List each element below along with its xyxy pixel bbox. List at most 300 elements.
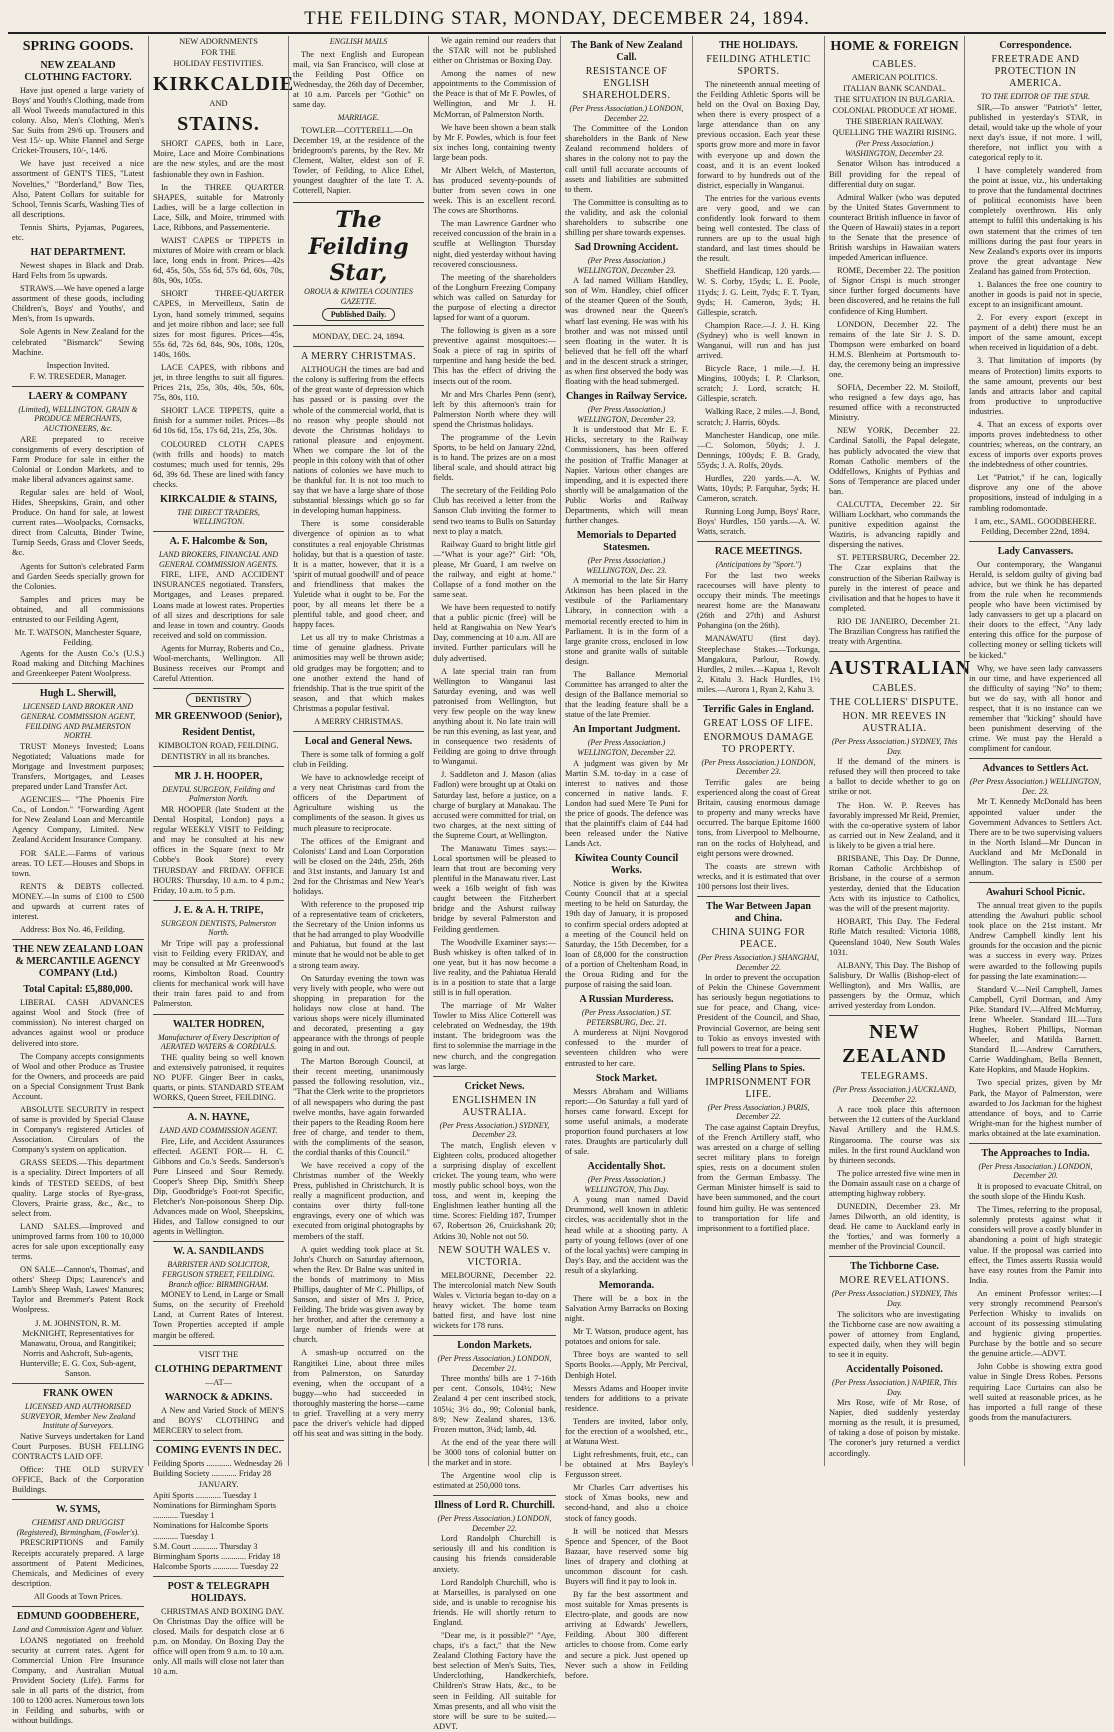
masthead bbox=[8, 6, 1106, 34]
divider bbox=[12, 1383, 144, 1384]
article-text: 4. That an excess of exports over imports proves indebtedness to other countries; whereas, on the contrary, an excess of imports over exports proves the indebtedness of other countries. bbox=[969, 419, 1102, 470]
article-text: The Times, referring to the proposal, solemnly protests against what it considers will prove a costly blunder in abandoning a point of high strategic value. If the proposal was carried into effect, the Times asserts Russia would have easy routes from the Pamir into India. bbox=[969, 1205, 1102, 1285]
total-capital-heading: Total Capital: £5,880,000. bbox=[23, 984, 133, 996]
article-subheading: GREAT LOSS OF LIFE. bbox=[703, 717, 814, 729]
article-text: The next English and European mail, via San Francisco, will close at the Feilding Post Office on Wednesday, the 26th day of December, at 10 a.m. Parcels per "Gothic" on same day. bbox=[293, 49, 424, 109]
article-text: The marriage of Mr Walter Towler to Miss Alice Cotterell was celebrated on Wednesday, the 19th instant. The bridegroom was the first to solemnise the marriage in the new church, and the congregation was large. bbox=[433, 1001, 556, 1071]
resident-dentist-heading: Resident Dentist, bbox=[182, 726, 255, 738]
events-list bbox=[153, 1459, 284, 1572]
divider bbox=[153, 1014, 284, 1015]
dateline: (Per Press Association.) WELLINGTON, December 22. bbox=[577, 738, 676, 757]
issue-date: MONDAY, DEC. 24, 1894. bbox=[312, 332, 405, 342]
ad-text: CHRISTMAS AND BOXING DAY. On Christmas Day the office will be closed. Mails for despatch close at 6 p.m. on Monday. On Boxing Day the office will open from 9 a.m. to 10 a.m. only. All mails will close not later than 10 a.m. bbox=[153, 1606, 284, 1677]
article-subheading: FREETRADE AND PROTECTION IN AMERICA. bbox=[991, 54, 1080, 89]
cable-topic: THE SITUATION IN BULGARIA. bbox=[834, 94, 955, 104]
article-text: The Ballance Memorial Committee has arranged to alter the design of the Ballance memorial so that the leading feature shall be a statue of the late Premier. bbox=[565, 669, 688, 720]
dateline: (Per Press Association.) SYDNEY, This Day. bbox=[831, 1289, 958, 1308]
dateline: (Per Press Association.) WASHINGTON, December 23. bbox=[845, 139, 944, 158]
dateline: (Per Press Association.) WELLINGTON, December 23. bbox=[577, 405, 676, 424]
ad-text: LIBERAL CASH ADVANCES against Wool and Stock (free of commission). No interest charged on advances against wool or produce delivered into store. bbox=[12, 998, 144, 1048]
ad-text: AGENCIES— "The Phoenix Fire Co., of London." "Forwarding Agent for New Zealand Loan and Mercantile Agency Company, Limited. New Zealand Accident Insurance Company. bbox=[12, 795, 144, 845]
telegrams-heading: TELEGRAMS. bbox=[860, 1071, 929, 1083]
dateline: (Per Press Association.) AUCKLAND, December 22. bbox=[832, 1085, 957, 1104]
ad-text: LACE CAPES, with ribbons and jet, in three lengths to suit all figures. Prices 21s, 25s, 30s, 40s, 50s, 60s, 75s, 80s, 110. bbox=[153, 362, 284, 403]
dateline: (Per Press Association.) LONDON, December 23. bbox=[701, 757, 816, 777]
article-text: We have to acknowledge receipt of a very neat Christmas card from the officers of the Department of Agriculture wishing us the compliments of the season. It gives us much pleasure to reciprocate. bbox=[293, 773, 424, 833]
article-text: Senator Wilson has introduced a Bill providing for the repeal of differential duty on sugar. bbox=[829, 159, 960, 189]
dentistry-badge-label: DENTISTRY bbox=[186, 693, 250, 707]
article-text: Let "Patriot," if he can, logically disprove any one of the above propositions, instead of indulging in a rambling rodomontade. bbox=[969, 473, 1102, 513]
hat-department-heading: HAT DEPARTMENT. bbox=[30, 246, 126, 258]
divider bbox=[969, 882, 1102, 883]
article-text: The police arrested five wine men in the Domain assault case on a charge of attempting highway robbery. bbox=[829, 1168, 960, 1198]
event-item: Feilding Sports ............ Wednesday 26 bbox=[153, 1459, 283, 1469]
awahuri-heading: Awahuri School Picnic. bbox=[986, 887, 1085, 899]
article-text: A lad named William Handley, son of Wm. Handley, chief officer of the steamer Queen of the South, was drowned near the Queen's wharf last evening. He was with his brother and was not missed until seen floating in the water. It is believed that he fell off the wharf and in the descent struck a stringer, as when first observed the body was floating with the head submerged. bbox=[565, 276, 688, 387]
new-zealand-heading: NEW ZEALAND bbox=[842, 1021, 947, 1068]
ad-subheading: Land and Commission Agent and Valuer. bbox=[12, 1624, 144, 1634]
laery-heading: LAERY & COMPANY bbox=[28, 390, 128, 402]
ad-text: PRESCRIPTIONS and Family Receipts accurately prepared. A large assortment of Patent Medicines, Chemicals, and Medicines of every description. bbox=[12, 1538, 144, 1588]
divider bbox=[12, 1499, 144, 1500]
article-text: The programme of the Levin Sports, to be held on January 22nd, is to hand. The prizes are on a most liberal scale, and should attract big fields. bbox=[433, 432, 556, 483]
ad-text: AND bbox=[209, 99, 228, 109]
ad-text: COLOURED CLOTH CAPES (with frills and hoods) to match costumes; much used for tennis, 29s 6d, 39s 6d. These are lined with fancy checks. bbox=[153, 439, 284, 489]
article-text: With reference to the proposed trip of a representative team of cricketers, the Secretary of the Union informs us that he had arranged to play Woodville and Pahiatua, but found at the last minute that he would not be able to get a strong team away. bbox=[293, 900, 424, 970]
article-text: 1. Balances the free one country to another in goods is paid not in specie, except to an insignificant amount. bbox=[969, 279, 1102, 310]
memoranda-heading: Memoranda. bbox=[598, 1279, 655, 1291]
syms-heading: W. SYMS, bbox=[55, 1504, 101, 1516]
article-text: There is some talk of forming a golf club in Feilding. bbox=[293, 749, 424, 770]
ad-text: Native Surveys undertaken for Land Court Purposes. BUSH FELLING CONTRACTS LAID OFF. bbox=[12, 1431, 144, 1461]
ad-text: ABSOLUTE SECURITY in respect of same is provided by Special Clause in Company's registered Articles of Association. Circulars of the Company's system on application. bbox=[12, 1104, 144, 1155]
article-subheading: ENGLISHMEN IN AUSTRALIA. bbox=[452, 1094, 537, 1118]
ad-text: Agents for Murray, Roberts and Co., Wool-merchants, Wellington. All Business receives our Prompt and Careful Attention. bbox=[153, 643, 284, 684]
cable-topic: ITALIAN BANK SCANDAL. bbox=[843, 83, 946, 93]
hodren-heading: WALTER HODREN, bbox=[172, 1018, 265, 1030]
article-text: We have been requested to notify that a public picnic (free) will be held at Rangiwahia on New Year's Day, commencing at 10 a.m. All are invited. Further particulars will be duly advertised. bbox=[433, 603, 556, 663]
ad-signature: Mr. T. WATSON, Manchester Square, Feilding. bbox=[14, 628, 142, 648]
ad-text: Agents for Sutton's celebrated Farm and Garden Seeds specially grown for the Colonies. bbox=[12, 561, 144, 591]
kiwitea-heading: Kiwitea County Council Works. bbox=[574, 853, 679, 877]
war-heading: The War Between Japan and China. bbox=[706, 900, 811, 924]
race-meetings-heading: RACE MEETINGS. bbox=[714, 546, 803, 558]
divider bbox=[153, 1107, 284, 1108]
divider bbox=[829, 1015, 960, 1016]
article-text: A memorial to the late Sir Harry Atkinson has been placed in the vestibule of the Parliamentary Library, in connection with a memorial recently erected to him in Parliament. It is in the form of a large granite cross, enclosed in low stone and granite walls of suitable design. bbox=[565, 576, 688, 666]
australian-heading: AUSTRALIAN bbox=[829, 657, 972, 680]
article-text: There will be a box in the Salvation Army Barracks on Boxing night. bbox=[565, 1293, 688, 1324]
cable-topics bbox=[829, 73, 960, 138]
event-item: Nominations for Halcombe Sports ............ Tuesday 1 bbox=[153, 1521, 269, 1541]
ad-text: Address: Box No. 46, Feilding. bbox=[20, 925, 125, 935]
shot-heading: Accidentally Shot. bbox=[587, 1161, 666, 1173]
dateline: (Per Press Association.) WELLINGTON, December 23. bbox=[577, 256, 676, 275]
dateline: (Per Press Association.) SYDNEY, December 23. bbox=[439, 1120, 550, 1140]
dateline: (Per Press Association.) WELLINGTON, Dec. 23. bbox=[969, 777, 1102, 796]
article-text: It is proposed to evacuate Chitral, on the south slope of the Hindu Kush. bbox=[969, 1182, 1102, 1202]
ad-text: Agents for the Austn Co.'s (U.S.) Road making and Ditching Machines and Greenkeeper Patent Woolpress. bbox=[12, 649, 144, 679]
article-text: Standard V.—Neil Campbell, James Campbell, Cyril Dorman, and Amy Pike. Standard IV.—Alfred McMurray, Irene Wheeler. Standard III.—Tura Hughes, Robert Phillips, Norman Wheeler, and Matilda Barnett. Standard II.—Andrew Carruthers, Carrie Waddingham, Bella Bennett, Kate Hopkins, and Maude Hopkins. bbox=[969, 984, 1102, 1075]
ad-text: NEW ADORNMENTS bbox=[179, 37, 258, 46]
divider bbox=[12, 939, 144, 940]
article-text: The match, English eleven v Eighteen colts, produced altogether a surprising display of excellent cricket. The young team, who were mostly public school boys, won the toss, and went in, keeping the Englishmen leather hunting all the time. Scores: Fielding 187, Trumper 67, Robertson 26, Cruickshank 20; Atkins 30, Noble not out 50. bbox=[433, 1140, 556, 1241]
ad-text: The Company accepts consignments of Wool and other Produce as Trustee for the Owners, and proceeds are paid on a Special Consignment Trust Bank Account. bbox=[12, 1051, 144, 1101]
ad-text: HOLIDAY FESTIVITIES. bbox=[173, 59, 264, 69]
dateline: (Per Press Association.) WELLINGTON, Dec. 23. bbox=[586, 556, 667, 575]
cable-topic: THE SIBERIAN RAILWAY. bbox=[845, 117, 944, 127]
masthead-title: THE FEILDING STAR, MONDAY, DECEMBER 24, 1894. bbox=[304, 8, 810, 29]
article-text: John Cobbe is showing extra good value in Single Dress Robes. Persons requiring Lace Curtains can also be well suited at reasonable prices, as he has imported a full range of these goods from the manufacturers. bbox=[969, 1362, 1102, 1422]
stains-heading: STAINS. bbox=[177, 113, 260, 136]
ad-text: VISIT THE bbox=[198, 1349, 239, 1359]
divider bbox=[153, 1241, 284, 1242]
divider bbox=[697, 541, 820, 542]
article-subheading: IMPRISONMENT FOR LIFE. bbox=[705, 1076, 812, 1100]
dateline: (Per Press Association.) LONDON, December 20. bbox=[978, 1161, 1093, 1181]
halcombe-heading: A. F. Halcombe & Son, bbox=[169, 536, 268, 548]
article-text: Admiral Walker (who was deputed by the United States Government to counteract British influence in favor of the Queen of Hawaii) states in a report to the Senate that the presence of British warships in Hawaiian waters impeded American influence. bbox=[829, 192, 960, 263]
article-text: The Manawatu Times says:—Local sportsmen will be pleased to learn that trout are becoming very plentiful in the Manawatu river. Last week a 16lb weight of fish was caught between the Fitzherbert bridge and the Ashurst railway bridge by several Palmerston and Feilding gentlemen. bbox=[433, 843, 556, 934]
clothing-dept-heading: CLOTHING DEPARTMENT bbox=[154, 1363, 283, 1375]
judgment-heading: An Important Judgment. bbox=[572, 724, 681, 736]
ad-text: TRUST Moneys Invested; Loans Negotiated; Valuations made for Mortgage and Investment purposes; Transfers, Mortgages, and Leases prepared under Land Transfer Act. bbox=[12, 741, 144, 792]
local-news-heading: Local and General News. bbox=[304, 735, 413, 747]
london-markets-heading: London Markets. bbox=[457, 1340, 532, 1352]
divider bbox=[969, 541, 1102, 542]
article-text: SOFIA, December 22. M. Stoiloff, who resigned a few days ago, has resumed office with a reconstructed Ministry. bbox=[829, 383, 960, 423]
ad-subheading: Manufacturer of Every Description of AERATED WATERS & CORDIALS. bbox=[157, 1032, 279, 1052]
article-text: Terrific gales are being experienced along the coast of Great Britain, causing enormous damage to property and many wrecks have occurred. The barque Epitome 1600 tons, from Liverpool to Melbourne, ran on the rocks of Holyhead, and eight persons were drowned. bbox=[697, 778, 820, 858]
article-subheading: ENORMOUS DAMAGE TO PROPERTY. bbox=[703, 731, 814, 755]
poisoned-heading: Accidentally Poisoned. bbox=[846, 1363, 943, 1375]
article-text: Bicycle Race, 1 mile.—J. H. Mingins, 100yds; I. P. Clarkson, scratch; J. Lord, scratch; H. Gillespie, scratch. bbox=[697, 364, 820, 404]
ad-signature: J. M. JOHNSTON, R. M. McKNIGHT, Representatives for Manawatu, Oroua, and Rangitikei; Norris and Ashcroft, Sub-agents, Hunterville; E. G. Cox, Sub-agent, Sanson. bbox=[19, 1318, 137, 1378]
article-text: J. Saddleton and J. Mason (alias Fadlon) were brought up at Otaki on Saturday last, before a justice, on a charge of burglary at Manakau. The accused were committed for trial, on two charges, at the next sitting of the Supreme Court, at Wellington. bbox=[433, 770, 556, 840]
article-text: We have received a copy of the Christmas number of the Weekly Press, published in Christchurch. It is really a magnificent production, and contains over thirty full-tone engravings, every one of which was executed from original photographs by members of the staff. bbox=[293, 1161, 424, 1241]
ad-text: Office: THE OLD SURVEY OFFICE, Back of the Corporation Buildings. bbox=[12, 1465, 144, 1495]
column-5-news bbox=[560, 36, 692, 1680]
article-text: The entries for the various events are very good, and we can confidently look forward to them being well contested. The class of runners are up to the usual high standard, and last times should be the result. bbox=[697, 193, 820, 264]
article-text: ALTHOUGH the times are bad and the colony is suffering from the effects of the great waste of depression which has passed or is passing over the whole of the commercial world, that is no reason why people should not devote the Christmas holidays to rational pleasure and enjoyment. When we compare the lot of the people in this colony with that of other nations of colonies we have much to be thankful for. It is not too much to say that we have a large share of those substantial blessings which go so far in developing human happiness. bbox=[293, 365, 424, 516]
article-text: A quiet wedding took place at St. John's Church on Saturday afternoon, when the Rev. Dr Balne was united in the bonds of matrimony to Miss Phillips, daughter of Mr C. Phillips, of Sanson, and sister of Mrs J. Price, Feilding. The bride was given away by her brother, and after the ceremony a large number of friends were at church. bbox=[293, 1244, 424, 1345]
divider bbox=[153, 766, 284, 767]
memorials-heading: Memorials to Departed Statesmen. bbox=[576, 530, 677, 554]
dateline: (Per Press Association.) LONDON, December 22. bbox=[569, 104, 684, 123]
article-text: Messrs Abraham and Williams report:—On Saturday a full yard of horses came forward. Except for some useful animals, a moderate proportion found purchasers at low rates. Draughts are particularly dull of sale. bbox=[565, 1086, 688, 1157]
editorial-heading: A MERRY CHRISTMAS. bbox=[300, 351, 417, 363]
article-text: The Hon. W. P. Reeves has favorably impressed Mr Reid, Premier, with the co-operative system of labor as carried out in New Zealand, and it is likely to be given a trial here. bbox=[829, 800, 960, 850]
divider bbox=[969, 758, 1102, 759]
article-text: 2. For every export (except in payment of a debt) there must be an import of the same amount, except when received in liquidation of a debt. bbox=[969, 313, 1102, 353]
article-text: ST. PETERSBURG, December 22. The Czar explains that the construction of the Siberian Railway is purely in the interest of peace and civilisation and that he hopes to have it completed. bbox=[829, 553, 960, 613]
article-text: Mr Charles Carr advertises his stock of Xmas books, new and second-hand, and also a choice stock of fancy goods. bbox=[565, 1483, 688, 1523]
article-text: Lord Randolph Churchill, who is at Marseilles, is paralysed on one side, and is unable to recognise his friends. He will shortly return to England. bbox=[433, 1577, 556, 1627]
divider bbox=[829, 651, 960, 652]
article-text: A smash-up occurred on the Rangitikei Line, about three miles from Palmerston, on Saturday evening, when the occupant of a buggy—who had succeeded in thoroughly mastering the horse—came to grief. Travelling at a very merry pace the driver's vehicle had dipped off his seat and was sitting in the body. bbox=[293, 1348, 424, 1439]
divider bbox=[12, 1606, 144, 1607]
columns bbox=[8, 36, 1106, 1731]
marriage-heading: MARRIAGE. bbox=[337, 113, 380, 123]
article-text: Mrs Rose, wife of Mr Rose, of Napier, died suddenly yesterday morning as the result, it is presumed, of taking a dose of poison by mistake. The coroner's jury returned a verdict accordingly. bbox=[829, 1398, 960, 1458]
article-text: Three boys are wanted to sell Sports Books.—Apply, Mr Percival, Denbigh Hotel. bbox=[565, 1350, 688, 1380]
holidays-heading: THE HOLIDAYS. bbox=[719, 40, 798, 51]
article-text: Notice is given by the Kiwitea County Council that at a special meeting to be held on Saturday, the 19th day of January, it is proposed to confirm special orders adopted at a meeting of the Council held on Saturday, the 15th December, for a loan of £8,000 for the construction of a portion of Cheltenham Road, in the Oroua Riding and for the purpose of raising the said loan. bbox=[565, 879, 688, 990]
article-subheading: THE COLLIERS' DISPUTE. bbox=[830, 697, 959, 709]
article-text: Champion Race.—J. J. H. King (Sydney) who is well known in Wanganui, will run and has just arrived. bbox=[697, 320, 820, 361]
dateline: (Per Press Association.) LONDON, December 21. bbox=[437, 1354, 552, 1373]
article-text: Mr Albert Welch, of Masterton, has produced seventy-pounds of butter from seven cows in one week. This is an excellent record. The cows are Shorthorns. bbox=[433, 165, 556, 216]
divider bbox=[153, 1576, 284, 1577]
ad-text: MONEY to Lend, in Large or Small Sums, on the security of Freehold Land, at Current Rates of Interest. Town Properties accepted if ample margin be offered. bbox=[153, 1290, 284, 1340]
article-text: CALCUTTA, December 22. Sir William Lockhart, who commands the punitive expedition against the Waziris, is advancing rapidly and dispersing the natives. bbox=[829, 499, 960, 550]
article-text: Running Long Jump, Boys' Race, Boys' Hurdles, 150 yards.—A. W. Watts, scratch. bbox=[697, 507, 820, 537]
article-text: At the end of the year there will be 3000 tons of colonial butter on the market and in store. bbox=[433, 1437, 556, 1467]
article-text: I have completely wandered from the point at issue, viz., his undertaking to prove that the fundamental doctrines of political economists have been completely overthrown. His only attempt to fulfil this undertaking is his own statement that the crimes of ten millions during the past four years in New Zealand's exports over its imports prove the great advantage New Zealand has gained from Protection. bbox=[969, 166, 1102, 276]
nz-loan-heading: THE NEW ZEALAND LOAN & MERCANTILE AGENCY COMPANY (Ltd.) bbox=[12, 944, 144, 980]
ad-subheading: LICENSED AND AUTHORISED SURVEYOR, Member New Zealand Institute of Surveyors. bbox=[20, 1402, 136, 1431]
ad-text: ON SALE—Cannon's, Thomas', and others' Sheep Dips; Laurence's and Lamb's Sheep Wash, Lawes' Manures; Taylor and Bremmer's Patent Rock Woolpress. bbox=[12, 1265, 144, 1315]
article-text: A late special train ran from Wellington to Wanganui last Saturday evening, and was well patronised from Wellington, but very few people on the way knew anything about it. No late train will be run this evening, as last year, and in consequence two residents of Feilding are going to drive through to Wanganui. bbox=[433, 666, 556, 767]
column-7-cables bbox=[824, 36, 972, 1466]
article-subheading: (Anticipations by "Sport.") bbox=[715, 560, 802, 570]
kirkcaldie-footer-heading: KIRKCALDIE & STAINS, bbox=[160, 493, 277, 505]
ad-text: Fire, Life, and Accident Assurances effected. AGENT FOR— H. C. Gibbons and Co.'s Seeds. Sanderson's Pure Linseed and Sour Remedy. Cooper's Sheep Dip, Smith's Sheep Dip, Goodbridge's Foot-rot Specific, Fletcher's Non-poisonous Sheep Dip. Advances made on Wool, Sheepskins, Hides, and Tallow consigned to our agents in Wellington. bbox=[153, 1136, 284, 1237]
column-3-editorial bbox=[288, 36, 428, 1466]
english-mails-heading: ENGLISH MAILS bbox=[329, 37, 388, 46]
post-telegraph-heading: POST & TELEGRAPH HOLIDAYS. bbox=[167, 1580, 270, 1604]
article-text: LONDON, December 22. The remains of the late Sir J. S. D. Thompson were embarked on board H.M.S. Blenheim at Portsmouth to-day, the ceremony being an impressive one. bbox=[829, 319, 960, 380]
ad-signature: F. W. TRESEDER, Manager. bbox=[29, 371, 127, 381]
article-subheading: HON. MR REEVES IN AUSTRALIA. bbox=[842, 711, 947, 735]
dateline: (Per Press Association.) SYDNEY, This Day. bbox=[831, 737, 958, 756]
ad-text: SHORT LACE TIPPETS, quite a finish for a summer toilet. Prices—8s 6d 10s 6d, 15s, 17s 6d, 21s, 25s, 30s. bbox=[153, 406, 284, 436]
article-text: Why, we have seen lady canvassers in our time, and have experienced all the difficulty of saying "No" to them; but we do say, with all honor and respect, that it is no instance can we remember that "kicking" should have been punishment deserving of the crime. We must pay the Herald a compliment for candour. bbox=[969, 663, 1102, 754]
ad-text: Regular sales are held of Wool, Hides, Sheepskins, Grain, and other Produce. On hand for sale, at lowest current rates—Woolpacks, Cornsacks, direct from Calcutta, Binder Twine, Turnip Seeds, Grass and Clover Seeds, &c. bbox=[12, 488, 144, 558]
event-item: S.M. Court ............ Thursday 3 bbox=[153, 1541, 258, 1551]
ad-text: DENTISTRY in all its branches. bbox=[161, 751, 270, 761]
divider bbox=[697, 1058, 820, 1059]
ad-subheading: (Limited), WELLINGTON. GRAIN & PRODUCE MERCHANTS, AUCTIONEERS, &c. bbox=[18, 404, 138, 434]
divider bbox=[153, 1440, 284, 1441]
article-text: The Argentine wool clip is estimated at 250,000 tons. bbox=[433, 1470, 556, 1491]
article-text: The Committee of the London shareholders in the Bank of New Zealand recommend holders of shares in the colony not to pay the call until full accurate accounts of assets and liabilities are submitted to them. bbox=[565, 124, 688, 194]
gales-heading: Terrific Gales in England. bbox=[703, 703, 814, 715]
article-subheading: NEW SOUTH WALES v. VICTORIA. bbox=[438, 1244, 551, 1268]
article-text: Two special prizes, given by Mr Park, the Mayor of Palmerston, were awarded to Jos Jackman for the highest attendance of boys, and to Carrie Wright-man for the highest number of marks obtained at the late examination. bbox=[969, 1078, 1102, 1138]
divider bbox=[12, 683, 144, 684]
spring-goods-heading: SPRING GOODS. bbox=[22, 39, 134, 54]
divider bbox=[293, 731, 424, 732]
event-item: Nominations for Birmingham Sports ............ Tuesday 1 bbox=[153, 1501, 277, 1521]
paper-nameplate bbox=[293, 202, 424, 326]
article-text: The following is given as a sore preventive against mosquitoes:—Soak a piece of rag in spirits of turpentine and hang beside the bed. This has the effect of driving the insects out of the room. bbox=[433, 326, 556, 386]
sherwill-heading: Hugh L. Sherwill, bbox=[39, 688, 117, 700]
article-text: Among the names of new appointments to the Commission of the Peace is that of Mr F. Powles, of Wellington, and Mr J. H. McMorran, of Palmerston North. bbox=[433, 69, 556, 119]
ad-subheading: BARRISTER AND SOLICITOR, FERGUSON STREET, FEILDING. Branch office: BIRMINGHAM. bbox=[162, 1260, 275, 1289]
churchill-heading: Illness of Lord R. Churchill. bbox=[434, 1500, 555, 1512]
article-text: The Committee is consulting as to the validity, and ask the colonial shareholders to subscribe one shilling per share towards expenses. bbox=[565, 197, 688, 237]
article-text: HOBART, This Day. The Federal Rifle Match resulted: Victoria 1088, Queensland 1040, New South Wales 1031. bbox=[829, 917, 960, 957]
warnock-heading: WARNOCK & ADKINS. bbox=[164, 1391, 273, 1403]
advances-heading: Advances to Settlers Act. bbox=[982, 763, 1089, 775]
cable-topic: AMERICAN POLITICS. bbox=[851, 72, 938, 82]
ad-text: THE quality being so well known and extensively patronised, it requires NO PUFF. Ginger Beer in casks, quarts, or pints. STANDARD STEAM WORKS, Queen Street, FEILDING. bbox=[153, 1052, 284, 1102]
stock-market-heading: Stock Market. bbox=[595, 1072, 658, 1084]
article-text: MANAWATU (first day). Steeplechase Stakes.—Torkunga, Mangakura, Parlour, Rowdy. Hurdles, 2 miles.—Kapua 1, Revolt 2, Kitalu 3. Hack Hurdles, 1½ miles.—Aurora 1, Ryan 2, Kahu 3. bbox=[697, 634, 820, 694]
article-text: The nineteenth annual meeting of the Feilding Athletic Sports will be held on the Oval on Boxing Day, when there is every prospect of a large attendance than on any previous occasion. Each year these sports grow more and more in favor with everyone up and down the coast, and it is an event looked forward to by hundreds out of the district, especially in Wanganui. bbox=[697, 80, 820, 190]
article-text: Sheffield Handicap, 120 yards.—W. S. Corby, 15yds; L. E. Poole, 11yds; J. G. Leitt, 7yds; F. T. Tyan, 9yds; H. Cameron, 3yds; H. Gillespie, scratch. bbox=[697, 267, 820, 317]
divider bbox=[433, 1335, 556, 1336]
divider bbox=[293, 346, 424, 347]
cable-topic: QUELLING THE WAZIRI RISING. bbox=[832, 128, 957, 138]
tripe-heading: J. E. & A. H. TRIPE, bbox=[173, 904, 264, 916]
article-subheading: RESISTANCE OF ENGLISH SHAREHOLDERS. bbox=[582, 66, 671, 101]
article-text: ALBANY, This Day. The Bishop of Salisbury, Dr Wallis (Bishop-elect of Wellington), and Mrs Wallis, are passengers by the Ormuz, which arrived yesterday from London. bbox=[829, 960, 960, 1011]
column-2-advertisements bbox=[148, 36, 295, 1677]
article-text: Mr and Mrs Charles Penn (senr), left by this afternoon's train for Palmerston North where they will spend the Christmas holidays. bbox=[433, 389, 556, 429]
article-text: NEW YORK, December 22. Cardinal Satolli, the Papal delegate, has publicly advocated the view that Roman Catholic members of the Oddfellows, Knights of Pythias and Sons of Temperance are placed under ban. bbox=[829, 426, 960, 496]
dateline: (Per Press Association.) ST. PETERSBURG, Dec. 21. bbox=[581, 1008, 672, 1027]
ad-text: MR HOOPER (late Student at the Dental Hospital, London) pays a regular WEEKLY VISIT to Feilding; and may be consulted at his new offices in the Square (next to Mr Cobbe's Book Store) every THURSDAY and FRIDAY. OFFICE HOURS: Thursday, 10 a.m. to 4 p.m.; Friday, 10 a.m. to 5 p.m. bbox=[153, 805, 284, 895]
article-text: Let us all try to make Christmas a time of genuine gladness. Private animosities may well be thrown aside; old grudges may be forgotten; and to one another extend the hand of friendship. That is the true spirit of the season, and that which makes Christmas a popular festival. bbox=[293, 633, 424, 713]
hayne-heading: A. N. HAYNE, bbox=[187, 1112, 250, 1124]
article-text: Messrs Adams and Hooper invite tenders for additions to a private residence. bbox=[565, 1383, 688, 1413]
india-heading: The Approaches to India. bbox=[981, 1147, 1090, 1159]
article-text: MELBOURNE, December 22. The intercolonial match New South Wales v. Victoria began to-day on a heavy wicket. The home team batted first, and have lost nine wickets for 178 runs. bbox=[433, 1270, 556, 1331]
article-text: There is some considerable divergence of opinion as to what constitutes a real enjoyable Christmas holiday, but that is a question of taste. It is a matter, however, that it is a 'spirit of mutual goodwill' and of peace and friendliness that makes the Yuletide what it ought to be. For the poor, by all means let there be a plentiful table, and good cheer, and happy faces. bbox=[293, 519, 424, 630]
article-text: We again remind our readers that the STAR will not be published either on Christmas or Boxing Day. bbox=[433, 36, 556, 66]
dateline: (Per Press Association.) NAPIER, This Day. bbox=[832, 1377, 957, 1397]
column-4-news bbox=[428, 36, 560, 1731]
column-6-news bbox=[692, 36, 824, 1466]
article-text: TOWLER—COTTERELL.—On December 19, at the residence of the bridegroom's parents, by the Rev. Mr Clement, Walter, eldest son of F. Towler, of Feilding, to Alice Ethel, youngest daughter of the late T. A. Cotterell, Napier. bbox=[293, 125, 424, 196]
article-text: A murderess at Nijni Novgorod confessed to the murder of seventeen children who were entrusted to her care. bbox=[565, 1028, 688, 1068]
article-text: SIR,—To answer "Patriot's" letter, published in yesterday's STAR, in detail, would take up the whole of your next day's issue, if not more. I will, therefore, not inflict you with a categorical reply to it. bbox=[969, 102, 1102, 162]
ad-text: Inspection Invited. bbox=[46, 360, 110, 370]
hooper-heading: MR J. H. HOOPER, bbox=[174, 770, 263, 782]
greenwood-heading: MR GREENWOOD (Senior), bbox=[155, 710, 282, 722]
article-text: 3. That limitation of imports (by means of Protection) limits exports to the same amount, prevents our best lands and attracts labor and capital from productive to unproductive industries. bbox=[969, 356, 1102, 416]
ad-text: FOR SALE.—Farms of various areas. TO LET.—Houses and Shops in town. bbox=[12, 848, 144, 878]
divider bbox=[12, 386, 144, 387]
article-text: "Dear me, is it possible?" "Aye, chaps, it's a fact," that the New Zealand Clothing Factory have the best selection of Men's Suits, Ties, Underclothing, Handkerchiefs, Children's Straw Hats, &c., to be seen in Feilding. All suitable for Xmas presents, and all who visit the store will be sure to be suited.—ADVT. bbox=[433, 1631, 556, 1731]
divider bbox=[697, 896, 820, 897]
dentistry-badge bbox=[153, 693, 284, 707]
ad-subheading: SURGEON DENTISTS, Palmerston North. bbox=[161, 918, 276, 938]
ad-subheading: LAND AND COMMISSION AGENT. bbox=[159, 1126, 278, 1136]
article-text: RIO DE JANEIRO, December 21. The Brazilian Congress has ratified the treaty with Argentina. bbox=[829, 616, 960, 646]
lady-canvassers-heading: Lady Canvassers. bbox=[997, 545, 1074, 557]
article-text: If the demand of the miners is refused they will then proceed to take a ballot to decide whether to go on strike or not. bbox=[829, 757, 960, 797]
ad-text: SHORT CAPES, both in Lace, Moire, Lace and Moire Combinations are the new styles, and are the most fashionable they own in Fashion. bbox=[153, 139, 284, 179]
event-month: JANUARY. bbox=[198, 1480, 239, 1490]
correspondence-heading: Correspondence. bbox=[999, 40, 1072, 51]
article-text: By far the best assortment and most suitable for Xmas presents is Electro-plate, and goods are now arriving at Edwards' Jewellers, Feilding. About 300 different articles to choose from. Come early and secure a pick. Just opened up Never such a show in Feilding before. bbox=[565, 1590, 688, 1680]
russian-heading: A Russian Murderess. bbox=[579, 994, 674, 1006]
article-text: A race took place this afternoon between the 12 cutters of the Auckland Naval Artillery and the H.M.S. Ringarooma. The course was six miles. In the first round Auckland won by thirteen seconds. bbox=[829, 1105, 960, 1165]
article-text: ROME, December 22. The position of Signor Crispi is much stronger since further forged documents have been discovered, and he retains the full confidence of King Humbert. bbox=[829, 266, 960, 316]
ad-text: LOANS negotiated on freehold security at current rates. Agent for Commercial Union Fire Insurance Company, and Australian Mutual Provident Society (Life). Farms for sale in all parts of the district, from 100 to 1200 acres. Numerous town lots in Feilding and suburbs, with or without buildings. bbox=[12, 1635, 144, 1726]
ad-text: —AT— bbox=[205, 1377, 232, 1387]
ad-text: All Goods at Town Prices. bbox=[33, 1591, 123, 1601]
article-text: Hurdles, 220 yards.—A. W. Watts, 10yds; P. Farquhar, 5yds; H. Cameron, scratch. bbox=[697, 473, 820, 504]
ad-text: Samples and prices may be obtained, and all commissions entrusted to our Feilding Agent, bbox=[12, 594, 144, 624]
column-1-advertisements bbox=[8, 36, 148, 1726]
ad-subheading: CHEMIST AND DRUGGIST (Registered), Birmingham, (Fowler's). bbox=[16, 1518, 140, 1537]
article-subheading: FEILDING ATHLETIC SPORTS. bbox=[706, 54, 811, 77]
article-text: The meeting of the shareholders of the Longburn Freezing Company which was called on Saturday for the purpose of electing a director lapsed for want of a quorum. bbox=[433, 272, 556, 323]
article-text: An eminent Professor writes:—I very strongly recommend Pearson's Perfection Whisky to invalids on account of its possessing stimulating and hygienic giving properties. Purchase by the bottle and so secure the genuine article.—ADVT. bbox=[969, 1288, 1102, 1359]
article-text: We have been shown a bean stalk by Mr F. Powles, which is four feet six inches long, containing twenty large bean pods. bbox=[433, 122, 556, 162]
ad-text: Have just opened a large variety of Boys' and Youth's Clothing, made from all Wool Tweeds manufactured in this colony. Also, Men's Clothing, Men's Sac Suits from 29/6 up. Trousers and Vest 15/- up. White Flannel and Serge Cricket-Trousers, 10/-, 14/6. bbox=[12, 85, 144, 156]
nameplate-title: The Feilding Star, bbox=[308, 207, 409, 286]
article-text: The solicitors who are investigating the Tichborne case are now awaiting a power of attorney from England, expected daily, when they will begin to see it in equity. bbox=[829, 1309, 960, 1359]
letter-signature: I am, etc., SAML. GOODBEHERE. Feilding, December 22nd, 1894. bbox=[974, 516, 1097, 536]
article-text: Our contemporary, the Wanganui Herald, is seldom guilty of giving bad advice, but we think he has departed from the rule when he recommends people who have been victimised by lady canvassers to get up a placard on their doors to the effect, "Any lady entering this office for the purpose of collecting money or selling tickets will be kicked." bbox=[969, 559, 1102, 660]
article-subheading: TO THE EDITOR OF THE STAR. bbox=[981, 92, 1090, 101]
column-8-correspondence bbox=[964, 36, 1106, 1466]
kirkcaldie-heading: KIRKCALDIE bbox=[153, 73, 295, 96]
ad-text: LAND SALES.—Improved and unimproved farms from 100 to 10,000 acres for sale upon exceptionally easy terms. bbox=[12, 1221, 144, 1262]
article-text: A judgment was given by Mr Martin S.M. to-day in a case of interest to natives and those concerned in native lands. F. London had sued Mere Te Puni for the price of goods. The defence was that the plaintiff's claim of £44 had been released under the Native Lands Act. bbox=[565, 758, 688, 849]
article-text: A MERRY CHRISTMAS. bbox=[314, 716, 403, 726]
nz-clothing-heading: NEW ZEALAND CLOTHING FACTORY. bbox=[24, 59, 132, 83]
ad-text: SHORT THREE-QUARTER CAPES, in Merveilleux, Satin de Lyon, hand somely trimmed, sequins and jet moire ribbon and lace; see full sizes for most figures. Prices—45s, 55s 6d, 72s 6d, 84s, 90s, 108s, 120s, 140s, 160s. bbox=[153, 289, 284, 359]
article-text: Tenders are invited, labor only, for the erection of a woolshed, etc., at Watuna West. bbox=[565, 1416, 688, 1446]
article-text: DUNEDIN, December 23. Mr James Dilworth, an old identity, is dead. He came to Auckland early in the 'forties,' and was formerly a member of the Provincial Council. bbox=[829, 1202, 960, 1252]
article-text: For the last two weeks racecourses will have plenty to occupy their minds. The meetings nearest home are the Manawatu (26th and 27th) and Ashurst Pohangina (on the 26th). bbox=[697, 570, 820, 631]
dateline: (Per Press Association.) WELLINGTON, This Day. bbox=[584, 1175, 669, 1194]
cables-heading: CABLES. bbox=[872, 58, 917, 70]
article-text: Walking Race, 2 miles.—J. Bond, scratch; J. Harris, 60yds. bbox=[697, 407, 820, 427]
ad-text: In the THREE QUARTER SHAPES, suitable for Matronly Ladies, will be a large collection in Lace, Silk, and Moire, trimmed with Lace, Ribbons, and Passementerie. bbox=[153, 182, 284, 232]
ad-text: Tennis Shirts, Pyjamas, Pugarees, etc. bbox=[12, 222, 144, 242]
article-text: Lord Randolph Churchill is seriously ill and his condition is causing his friends considerable anxiety. bbox=[433, 1534, 556, 1574]
event-item: Halcombe Sports ............ Tuesday 22 bbox=[153, 1561, 279, 1571]
divider bbox=[153, 900, 284, 901]
ad-subheading: LAND BROKERS, FINANCIAL AND GENERAL COMMISSION AGENTS. bbox=[158, 550, 279, 569]
ad-subheading: DENTAL SURGEON, Feilding and Palmerston North. bbox=[162, 784, 275, 804]
tichborne-heading: The Tichborne Case. bbox=[850, 1261, 939, 1273]
ad-text: WAIST CAPES or TIPPETS in mixtures of Moire with cream or black lace, long ends in front. Prices—42s 6d, 45s, 50s, 55s 6d, 57s 6d, 60s, 70s, 80s, 90s, 105s. bbox=[153, 236, 284, 286]
dateline: (Per Press Association.) PARIS, December 22. bbox=[707, 1102, 810, 1122]
article-text: The secretary of the Feilding Polo Club has received a letter from the Sanson Club inviting the former to send two teams to Bulls on Saturday next to play a match. bbox=[433, 486, 556, 536]
drowning-heading: Sad Drowning Accident. bbox=[574, 242, 679, 254]
divider bbox=[433, 1076, 556, 1077]
divider bbox=[153, 1345, 284, 1346]
nameplate-subtitle: OROUA & KIWITEA COUNTIES GAZETTE. bbox=[304, 287, 413, 306]
frank-owen-heading: FRANK OWEN bbox=[43, 1388, 113, 1399]
divider bbox=[969, 1143, 1102, 1144]
article-text: A young man named David Drummond, well known in athletic circles, was accidentally shot in the head while at a shooting party. A party of young fellows (over of one of the local yachts) were camping in Day's Bay, and the accident was the result of a skylarking. bbox=[565, 1195, 688, 1275]
article-text: On Saturday evening the town was very lively with people, who were out shopping in preparation for the holidays now close at hand. The various shops were nicely illuminated and decorated, presenting a gay appearance with the throngs of people going in and out. bbox=[293, 973, 424, 1054]
divider bbox=[829, 1256, 960, 1257]
ad-text: Newest shapes in Black and Drab. Hard Felts from 5s upwards. bbox=[12, 260, 144, 281]
cricket-news-heading: Cricket News. bbox=[464, 1080, 525, 1092]
ad-text: KIMBOLTON ROAD, FEILDING. bbox=[158, 740, 279, 750]
dateline: (Per Press Association.) LONDON, December 22. bbox=[437, 1514, 552, 1533]
home-foreign-heading: HOME & FOREIGN bbox=[830, 39, 959, 54]
ad-text: Sole Agents in New Zealand for the celebrated "Bismarck" Sewing Machine. bbox=[12, 327, 144, 357]
ad-text: We have just received a nice assortment of GENT'S TIES, "Latest Novelties," "Borderland," Bow Ties, Also, Patent Collars for suitable for School, Tennis Scarfs, Washing Ties of all descriptions. bbox=[12, 159, 144, 219]
railway-heading: Changes in Railway Service. bbox=[565, 391, 688, 403]
ad-subheading: LICENSED LAND BROKER AND GENERAL COMMISSION AGENT, FEILDING AND PALMERSTON NORTH. bbox=[20, 702, 136, 741]
article-text: Mr T. Watson, produce agent, has potatoes and onions for sale. bbox=[565, 1327, 688, 1347]
article-subheading: MORE REVELATIONS. bbox=[839, 1275, 950, 1287]
article-text: The annual treat given to the pupils attending the Awahuri public school took place on the 21st instant. Mr Andrew Campbell kindly lent his grounds for the occasion and the picnic was a success in every way. Prizes were awarded to the following pupils for passing the late examination:— bbox=[969, 901, 1102, 981]
ad-text: FIRE, LIFE, AND ACCIDENT INSURANCES negotiated. Transfers, Mortgages, and Leases prepared. Loans made at lowest rates. Properties of all sizes and descriptions for sale and lease in town and country. Goods received and sold on commission. bbox=[153, 570, 284, 640]
